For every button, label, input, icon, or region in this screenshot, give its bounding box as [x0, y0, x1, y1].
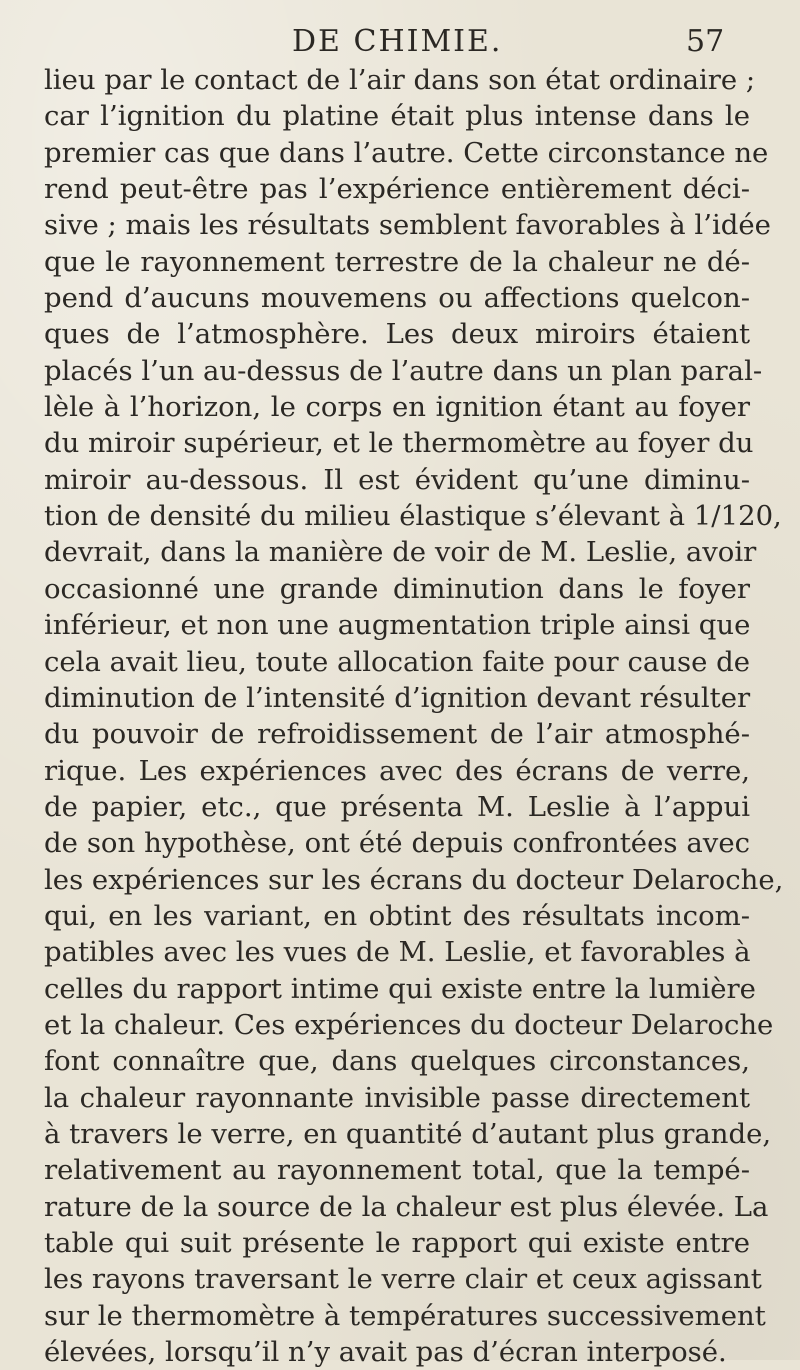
text-line: car l’ignition du platine était plus intense dans le [44, 100, 750, 133]
text-line: celles du rapport intime qui existe entre la lumière [44, 972, 756, 1005]
body-text [44, 62, 784, 1370]
text-line: du pouvoir de refroidissement de l’air atmosphé- [44, 718, 750, 751]
text-line: rature de la source de la chaleur est plus élevée. La [44, 1190, 769, 1223]
page-number: 57 [686, 24, 725, 59]
text-line: sur le thermomètre à températures successivement [44, 1299, 766, 1332]
text-line: que le rayonnement terrestre de la chaleur ne dé- [44, 245, 750, 278]
text-line: devrait, dans la manière de voir de M. Leslie, avoir [44, 536, 757, 569]
text-line: de son hypothèse, ont été depuis confrontées avec [44, 827, 750, 860]
text-line: table qui suit présente le rapport qui existe entre [44, 1227, 750, 1259]
text-line: ques de l’atmosphère. Les deux miroirs étaient [44, 318, 750, 351]
text-line: rend peut-être pas l’expérience entièrement déci- [44, 173, 750, 206]
text-line: tion de densité du milieu élastique s’élevant à 1/120, [44, 500, 782, 533]
text-line: premier cas que dans l’autre. Cette circonstance ne [44, 136, 769, 169]
text-line: les expériences sur les écrans du docteur Delaroche, [44, 863, 784, 896]
page-header [0, 22, 800, 62]
text-line: la chaleur rayonnante invisible passe directement [44, 1081, 750, 1114]
text-line: relativement au rayonnement total, que la tempé- [44, 1154, 750, 1187]
text-line: cela avait lieu, toute allocation faite pour cause de [44, 645, 750, 678]
text-line: patibles avec les vues de M. Leslie, et favorables à [44, 936, 751, 969]
text-line: rique. Les expériences avec des écrans de verre, [44, 754, 750, 787]
text-line: qui, en les variant, en obtint des résultats incom- [44, 899, 750, 932]
text-line: diminution de l’intensité d’ignition devant résulter [44, 681, 751, 714]
text-line: lèle à l’horizon, le corps en ignition étant au foyer [44, 391, 750, 424]
text-line: de papier, etc., que présenta M. Leslie à l’appui [44, 790, 750, 823]
text-line: pend d’aucuns mouvemens ou affections quelcon- [44, 282, 750, 315]
text-line: à travers le verre, en quantité d’autant plus grande, [44, 1117, 772, 1150]
text-line: lieu par le contact de l’air dans son état ordinaire ; [44, 64, 756, 96]
text-line: placés l’un au-dessus de l’autre dans un plan paral- [44, 354, 763, 387]
text-line: occasionné une grande diminution dans le foyer [44, 572, 750, 605]
text-line: sive ; mais les résultats semblent favorables à l’idée [44, 209, 771, 242]
text-line: et la chaleur. Ces expériences du docteur Delaroche [44, 1008, 774, 1041]
text-line: miroir au-dessous. Il est évident qu’une diminu- [44, 463, 750, 496]
text-line: font connaître que, dans quelques circonstances, [44, 1045, 750, 1078]
running-title: DE CHIMIE. [292, 24, 503, 59]
text-line: inférieur, et non une augmentation triple ainsi que [44, 609, 751, 642]
text-line: du miroir supérieur, et le thermomètre au foyer du [44, 427, 754, 460]
text-line: les rayons traversant le verre clair et ceux agissant [44, 1263, 762, 1296]
text-line: élevées, lorsqu’il n’y avait pas d’écran interposé. [44, 1336, 727, 1369]
